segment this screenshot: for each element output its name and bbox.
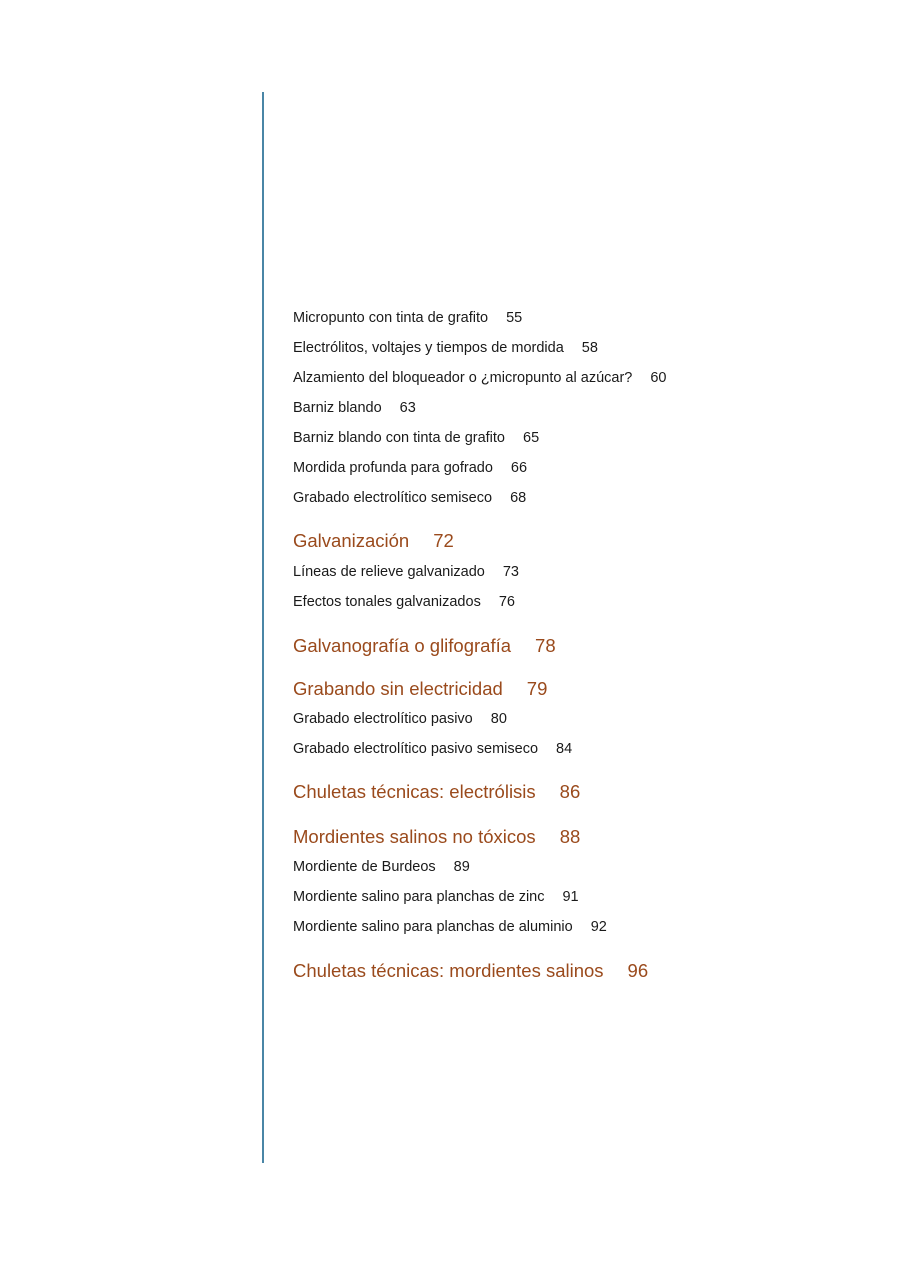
table-of-contents — [293, 0, 853, 1278]
toc-section-heading — [293, 781, 580, 803]
toc-entry-page: 66 — [510, 460, 528, 476]
toc-heading-page: 96 — [627, 960, 649, 981]
toc-entry-page: 58 — [581, 340, 598, 356]
toc-entry-page: 76 — [498, 594, 515, 610]
toc-entry-page: 73 — [502, 564, 519, 580]
toc-section-heading — [293, 530, 454, 552]
toc-entry-title: Barniz blando con tinta de grafito — [293, 430, 505, 446]
toc-entry-page: 55 — [506, 310, 523, 326]
toc-heading-page: 72 — [433, 530, 454, 551]
toc-entry — [293, 430, 539, 446]
toc-entry — [293, 370, 666, 386]
toc-entry-page: 68 — [510, 490, 527, 506]
toc-entry-title: Micropunto con tinta de grafito — [293, 310, 489, 326]
toc-entry-title: Grabado electrolítico semiseco — [293, 490, 493, 506]
toc-entry — [293, 490, 526, 506]
toc-heading-page: 78 — [535, 635, 556, 656]
toc-entry — [293, 711, 507, 727]
toc-entry-title: Barniz blando — [293, 400, 382, 416]
toc-entry-page: 84 — [556, 741, 573, 757]
toc-entry-page: 92 — [590, 919, 607, 935]
toc-entry-title: Mordiente salino para planchas de zinc — [293, 889, 545, 905]
margin-rule — [262, 92, 264, 1163]
toc-entry-title: Alzamiento del bloqueador o ¿micropunto al azúcar? — [293, 370, 633, 386]
toc-heading-title: Galvanografía o glifografía — [293, 635, 512, 656]
toc-entry-page: 65 — [523, 430, 540, 446]
toc-entry — [293, 741, 572, 757]
toc-entry-title: Grabado electrolítico pasivo semiseco — [293, 741, 539, 757]
toc-entry — [293, 919, 607, 935]
toc-entry — [293, 594, 515, 610]
toc-entry — [293, 460, 527, 476]
toc-heading-page: 79 — [526, 678, 548, 699]
toc-entry — [293, 340, 598, 356]
toc-entry-page: 91 — [562, 889, 579, 905]
toc-heading-title: Galvanización — [293, 530, 410, 551]
toc-section-heading — [293, 678, 547, 700]
toc-entry-page: 80 — [490, 711, 507, 727]
toc-heading-title: Chuletas técnicas: electrólisis — [293, 781, 536, 802]
toc-heading-page: 88 — [559, 826, 581, 847]
toc-entry — [293, 889, 579, 905]
toc-section-heading — [293, 826, 580, 848]
toc-section-heading — [293, 960, 648, 982]
toc-entry-title: Electrólitos, voltajes y tiempos de mordida — [293, 340, 564, 356]
toc-entry — [293, 859, 470, 875]
toc-heading-page: 86 — [559, 781, 581, 802]
toc-entry-title: Mordiente salino para planchas de aluminio — [293, 919, 573, 935]
toc-entry — [293, 310, 522, 326]
toc-entry — [293, 564, 519, 580]
toc-entry-title: Mordida profunda para gofrado — [293, 460, 493, 476]
toc-entry-page: 63 — [399, 400, 416, 416]
toc-heading-title: Chuletas técnicas: mordientes salinos — [293, 960, 604, 981]
toc-heading-title: Mordientes salinos no tóxicos — [293, 826, 536, 847]
toc-entry-title: Efectos tonales galvanizados — [293, 594, 481, 610]
toc-heading-title: Grabando sin electricidad — [293, 678, 503, 699]
toc-entry-title: Líneas de relieve galvanizado — [293, 564, 485, 580]
toc-entry-title: Mordiente de Burdeos — [293, 859, 436, 875]
toc-entry-title: Grabado electrolítico pasivo — [293, 711, 473, 727]
toc-entry-page: 60 — [650, 370, 667, 386]
toc-section-heading — [293, 635, 556, 657]
toc-entry — [293, 400, 416, 416]
toc-entry-page: 89 — [453, 859, 470, 875]
